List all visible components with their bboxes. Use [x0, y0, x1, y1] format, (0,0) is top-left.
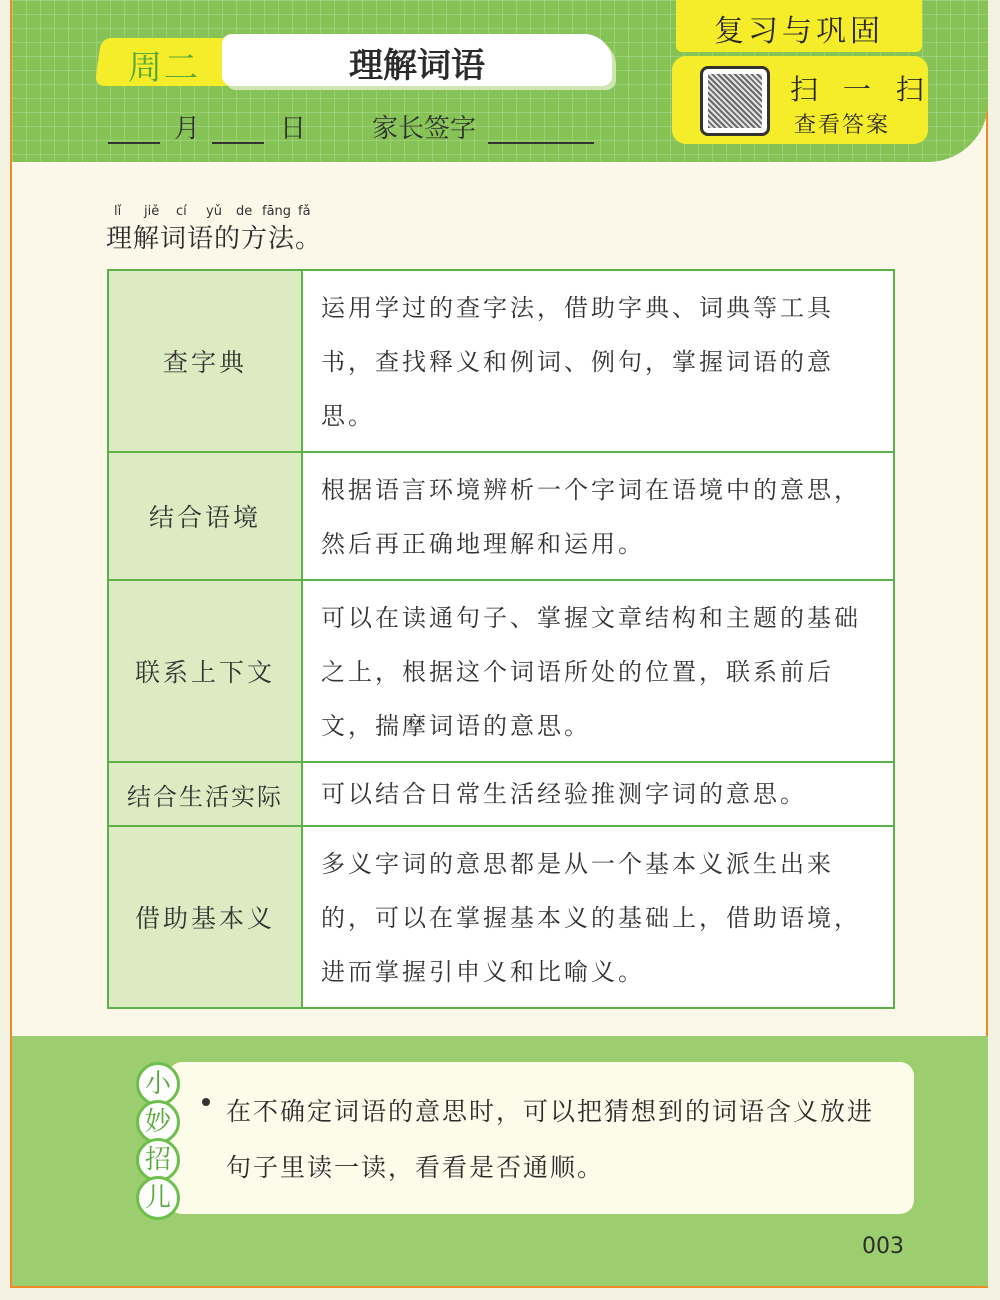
tip-label-char: 招	[136, 1138, 180, 1182]
pinyin-syllable: fāng	[262, 204, 292, 219]
table-row	[108, 580, 894, 762]
review-title: 复习与巩固	[714, 14, 884, 49]
month-label: 月	[174, 114, 201, 144]
day-of-month-label: 日	[280, 114, 307, 144]
day-blank[interactable]	[212, 142, 264, 144]
tip-label-char: 妙	[136, 1100, 180, 1144]
table-row	[108, 270, 894, 452]
table-row	[108, 762, 894, 826]
page-number: 003	[862, 1234, 904, 1259]
scan-sublabel: 查看答案	[794, 113, 891, 138]
methods-table	[107, 269, 895, 1009]
method-name: 结合语境	[108, 452, 302, 580]
method-name: 借助基本义	[108, 826, 302, 1008]
method-name: 查字典	[108, 270, 302, 452]
pinyin-syllable: yǔ	[206, 204, 222, 219]
page-title: 理解词语	[349, 46, 485, 86]
method-name: 结合生活实际	[108, 762, 302, 826]
method-description: 多义字词的意思都是从一个基本义派生出来的，可以在掌握基本义的基础上，借助语境，进而掌握引申义和比喻义。	[302, 826, 894, 1008]
day-label: 周二	[128, 48, 200, 88]
pinyin-syllable: lǐ	[114, 204, 122, 219]
tip-label-char: 儿	[136, 1176, 180, 1220]
tip-label-char: 小	[136, 1062, 180, 1106]
intro-heading: 理解词语的方法。	[106, 224, 323, 254]
parent-sign-blank[interactable]	[488, 142, 594, 144]
pinyin-syllable: jiě	[144, 204, 160, 219]
parent-sign-label: 家长签字	[372, 114, 477, 144]
method-description: 根据语言环境辨析一个字词在语境中的意思，然后再正确地理解和运用。	[302, 452, 894, 580]
method-description: 运用学过的查字法，借助字典、词典等工具书，查找释义和例词、例句，掌握词语的意思。	[302, 270, 894, 452]
method-description: 可以结合日常生活经验推测字词的意思。	[302, 762, 894, 826]
month-blank[interactable]	[108, 142, 160, 144]
pinyin-syllable: cí	[176, 204, 187, 219]
method-description: 可以在读通句子、掌握文章结构和主题的基础之上，根据这个词语所处的位置，联系前后文，揣摩词语的意思。	[302, 580, 894, 762]
pinyin-syllable: de	[236, 204, 253, 219]
qr-code-icon[interactable]	[700, 66, 770, 136]
table-row	[108, 826, 894, 1008]
tip-text: 在不确定词语的意思时，可以把猜想到的词语含义放进句子里读一读，看看是否通顺。	[226, 1097, 875, 1182]
table-row	[108, 452, 894, 580]
method-name: 联系上下文	[108, 580, 302, 762]
scan-label: 扫 一 扫	[790, 73, 932, 106]
pinyin-syllable: fǎ	[298, 204, 311, 219]
